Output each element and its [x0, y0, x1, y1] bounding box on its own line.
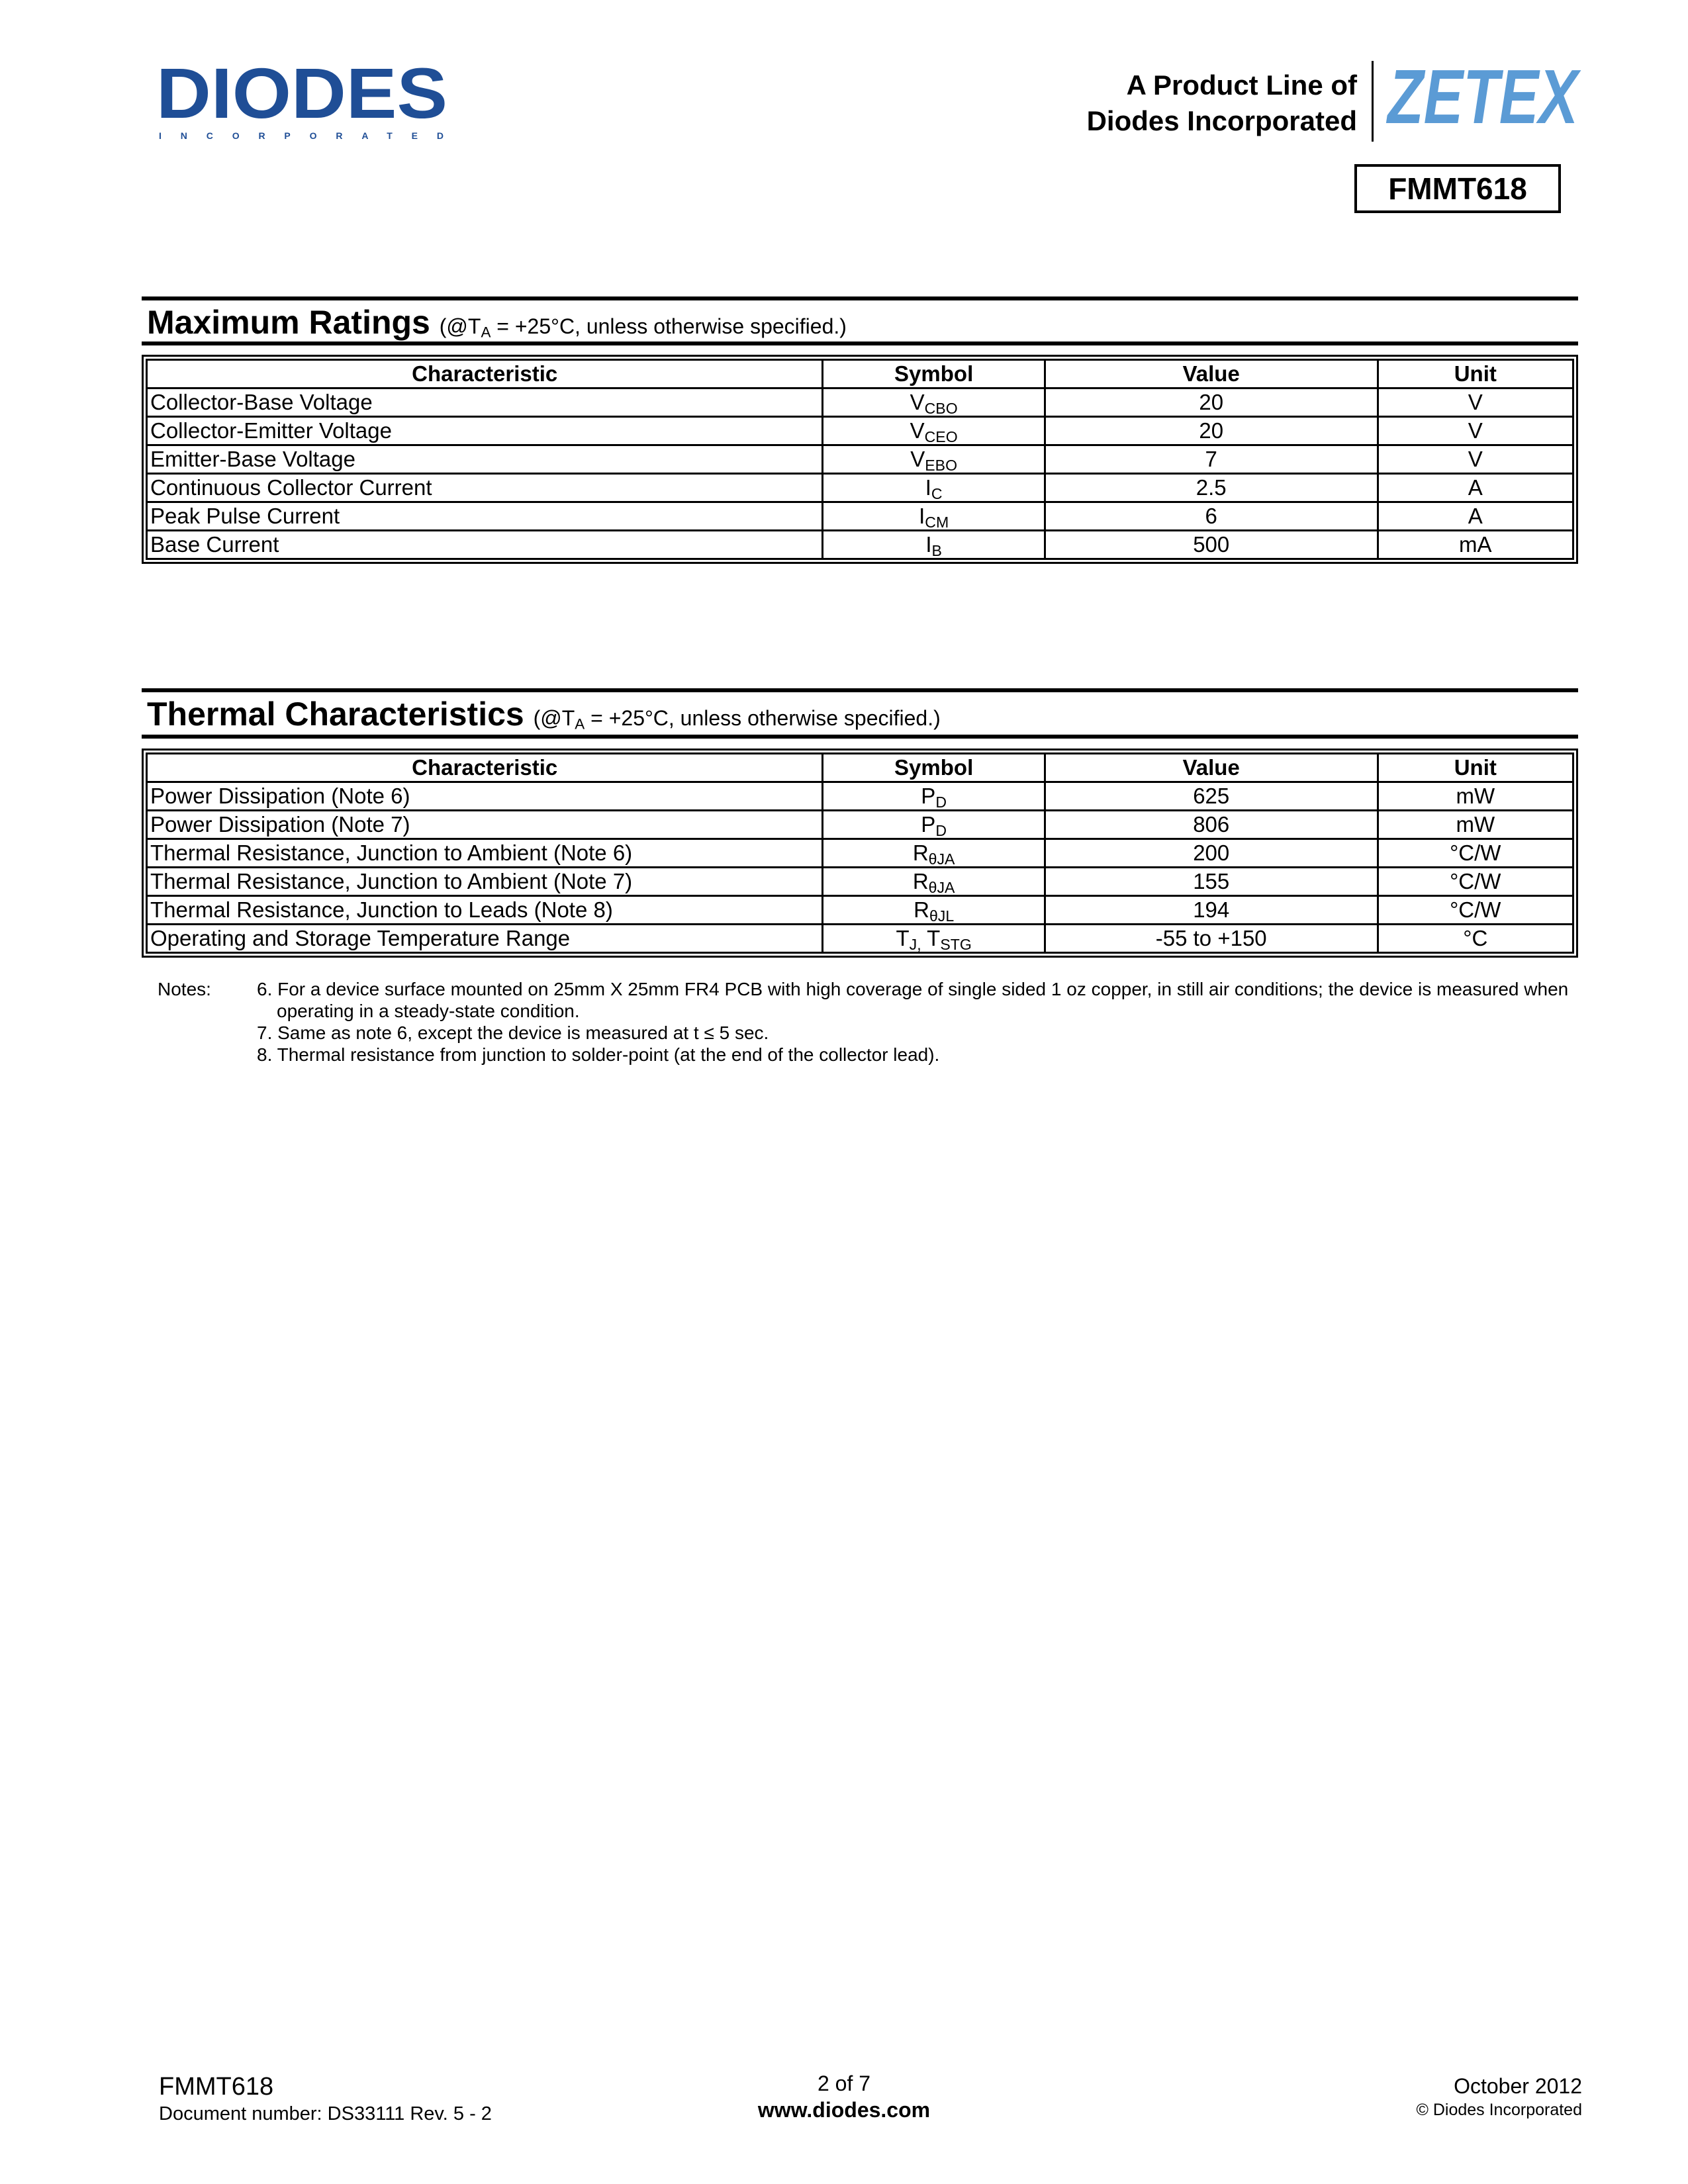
table-row	[147, 896, 1573, 925]
cell-symbol: $R_{\theta JA}$	[823, 868, 1045, 896]
header-unit: Unit	[1378, 360, 1573, 388]
thermal-table	[142, 749, 1578, 958]
part-number-box: FMMT618	[1354, 164, 1561, 213]
cell-unit: V	[1378, 388, 1573, 417]
note-item: 8. Thermal resistance from junction to solder-point (at the end of the collector lead).	[257, 1044, 940, 1065]
table-row	[147, 417, 1573, 445]
footer-document-number: Document number: DS33111 Rev. 5 - 2	[159, 2103, 492, 2124]
diodes-logo-wordmark: DIODES	[156, 53, 447, 133]
cell-characteristic: Power Dissipation (Note 6)	[147, 782, 823, 811]
cell-unit: A	[1378, 474, 1573, 502]
cell-unit: V	[1378, 417, 1573, 445]
cell-characteristic: Collector-Base Voltage	[147, 388, 823, 417]
cell-symbol: $V_{CEO}$	[823, 417, 1045, 445]
table-row	[147, 474, 1573, 502]
cell-unit: °C/W	[1378, 839, 1573, 868]
cell-symbol: $V_{EBO}$	[823, 445, 1045, 474]
zetex-logo	[1385, 54, 1583, 140]
thermal-title: Thermal Characteristics	[147, 696, 524, 733]
footer-left	[159, 2071, 492, 2126]
cell-characteristic: Power Dissipation (Note 7)	[147, 811, 823, 839]
table-row	[147, 925, 1573, 953]
table-header-row	[147, 754, 1573, 782]
zetex-logo-wordmark: ZETEX	[1385, 54, 1582, 140]
header-symbol: Symbol	[823, 360, 1045, 388]
max-ratings-top-rule	[142, 296, 1578, 300]
footer-copyright: © Diodes Incorporated	[1416, 2101, 1582, 2119]
header-value: Value	[1045, 754, 1378, 782]
cell-characteristic: Base Current	[147, 531, 823, 559]
cell-value: 625	[1045, 782, 1378, 811]
footer-page-number: 2 of 7	[817, 2071, 871, 2095]
cell-characteristic: Thermal Resistance, Junction to Ambient (Note 6)	[147, 839, 823, 868]
cell-symbol: $I_B$	[823, 531, 1045, 559]
cell-value: 20	[1045, 388, 1378, 417]
footer-part-number: FMMT618	[159, 2073, 274, 2101]
table-row	[147, 502, 1573, 531]
cell-value: 7	[1045, 445, 1378, 474]
cell-symbol: $P_D$	[823, 811, 1045, 839]
header-characteristic: Characteristic	[147, 754, 823, 782]
footer-date: October 2012	[1454, 2074, 1582, 2098]
header-symbol: Symbol	[823, 754, 1045, 782]
footer-website-link[interactable]: www.diodes.com	[757, 2098, 931, 2122]
header-characteristic: Characteristic	[147, 360, 823, 388]
cell-symbol: $I_C$	[823, 474, 1045, 502]
cell-unit: °C	[1378, 925, 1573, 953]
note-item: 6. For a device surface mounted on 25mm X 25mm FR4 PCB with high coverage of single sided 1 oz copper, in still air conditions; the device is measured when operating in a steady-state condition.	[257, 979, 1569, 1021]
diodes-logo	[156, 53, 461, 147]
cell-value: 194	[1045, 896, 1378, 925]
cell-unit: V	[1378, 445, 1573, 474]
max-ratings-condition: ($@T_A = +25^\circ C$, unless otherwise specified.)	[439, 314, 847, 341]
max-ratings-bottom-rule	[142, 341, 1578, 345]
cell-characteristic: Thermal Resistance, Junction to Leads (Note 8)	[147, 896, 823, 925]
max-ratings-title: Maximum Ratings	[147, 304, 430, 341]
thermal-top-rule	[142, 688, 1578, 692]
header-divider	[1372, 61, 1374, 142]
cell-value: 500	[1045, 531, 1378, 559]
cell-unit: mW	[1378, 811, 1573, 839]
cell-symbol: $P_D$	[823, 782, 1045, 811]
cell-characteristic: Collector-Emitter Voltage	[147, 417, 823, 445]
table-row	[147, 839, 1573, 868]
header-unit: Unit	[1378, 754, 1573, 782]
table-row	[147, 782, 1573, 811]
cell-value: -55 to +150	[1045, 925, 1378, 953]
max-ratings-table	[142, 355, 1578, 564]
cell-symbol: $R_{\theta JA}$	[823, 839, 1045, 868]
cell-unit: mW	[1378, 782, 1573, 811]
cell-value: 806	[1045, 811, 1378, 839]
diodes-logo-subtext: INCORPORATED	[159, 130, 444, 141]
cell-value: 6	[1045, 502, 1378, 531]
product-line-2: Diodes Incorporated	[1086, 105, 1357, 136]
cell-unit: A	[1378, 502, 1573, 531]
product-line-1: A Product Line of	[1126, 69, 1357, 101]
footer-center	[712, 2070, 976, 2123]
cell-unit: °C/W	[1378, 896, 1573, 925]
cell-characteristic: Continuous Collector Current	[147, 474, 823, 502]
max-ratings-heading	[147, 303, 847, 341]
table-row	[147, 445, 1573, 474]
cell-value: 2.5	[1045, 474, 1378, 502]
footer-right	[1416, 2073, 1582, 2120]
table-row	[147, 388, 1573, 417]
cell-symbol: $R_{\theta JL}$	[823, 896, 1045, 925]
cell-characteristic: Emitter-Base Voltage	[147, 445, 823, 474]
cell-value: 20	[1045, 417, 1378, 445]
cell-characteristic: Thermal Resistance, Junction to Ambient (Note 7)	[147, 868, 823, 896]
cell-value: 155	[1045, 868, 1378, 896]
thermal-condition: ($@T_A = +25^\circ C$, unless otherwise specified.)	[533, 706, 941, 733]
cell-characteristic: Operating and Storage Temperature Range	[147, 925, 823, 953]
cell-symbol: $T_{J,}$ $T_{STG}$	[823, 925, 1045, 953]
table-row	[147, 531, 1573, 559]
table-row	[147, 811, 1573, 839]
note-item: 7. Same as note 6, except the device is measured at t ≤ 5 sec.	[257, 1023, 769, 1043]
cell-unit: °C/W	[1378, 868, 1573, 896]
product-line-text	[1087, 68, 1357, 139]
notes-label: Notes:	[158, 979, 211, 999]
table-header-row	[147, 360, 1573, 388]
header-value: Value	[1045, 360, 1378, 388]
thermal-heading	[147, 695, 941, 733]
cell-characteristic: Peak Pulse Current	[147, 502, 823, 531]
cell-unit: mA	[1378, 531, 1573, 559]
thermal-bottom-rule	[142, 735, 1578, 739]
cell-symbol: $V_{CBO}$	[823, 388, 1045, 417]
cell-symbol: $I_{CM}$	[823, 502, 1045, 531]
notes-section	[158, 978, 1581, 1066]
cell-value: 200	[1045, 839, 1378, 868]
table-row	[147, 868, 1573, 896]
